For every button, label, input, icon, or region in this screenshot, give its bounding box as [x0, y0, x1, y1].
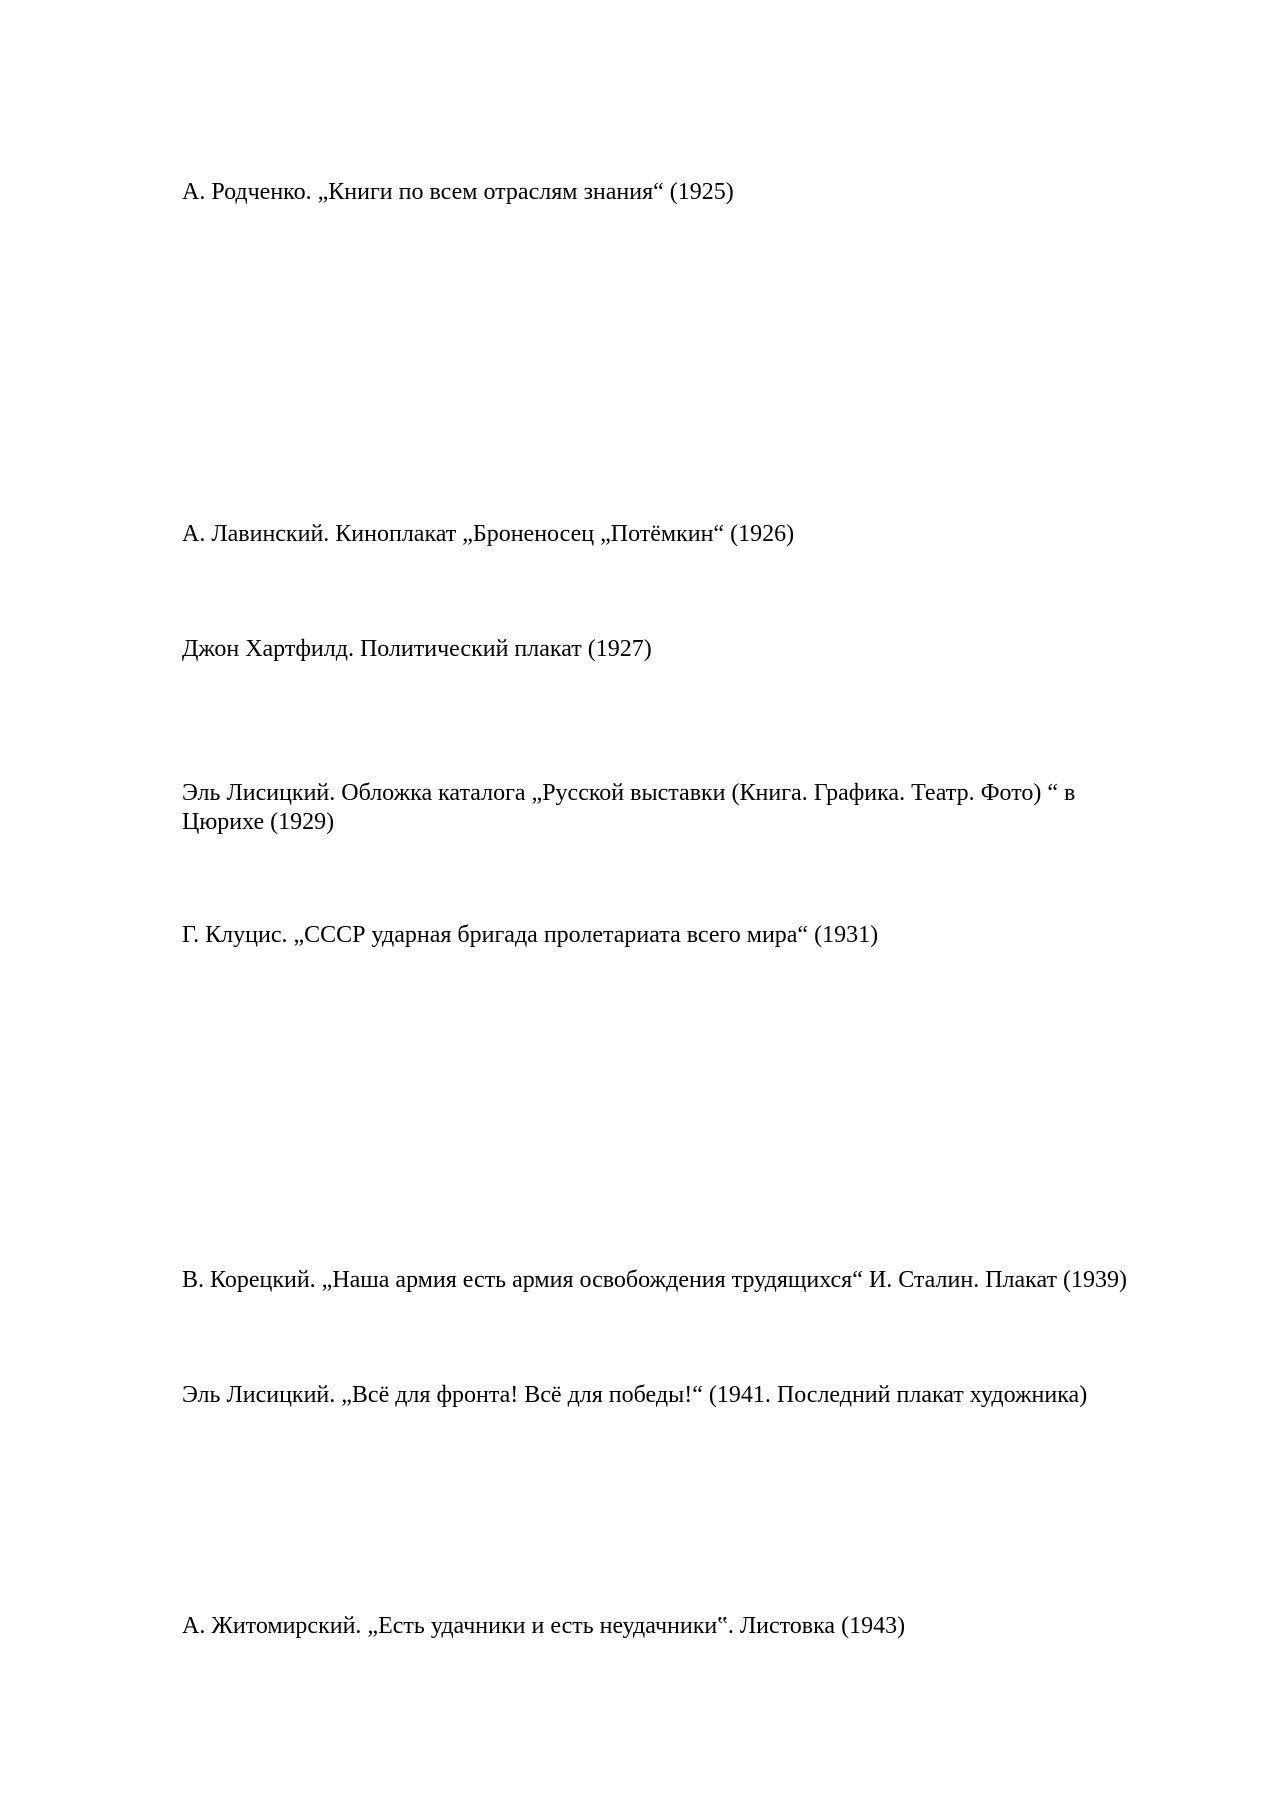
caption-heartfield-1927: Джон Хартфилд. Политический плакат (1927) — [182, 636, 652, 662]
caption-klutsis-1931: Г. Клуцис. „СССР ударная бригада пролетариата всего мира“ (1931) — [182, 922, 879, 948]
caption-lissitzky-1929: Эль Лисицкий. Обложка каталога „Русской выставки (Книга. Графика. Театр. Фото) “ в Цюрихе (1929) — [182, 780, 1076, 835]
caption-lissitzky-1941: Эль Лисицкий. „Всё для фронта! Всё для победы!“ (1941. Последний плакат художника) — [182, 1382, 1088, 1408]
caption-koretsky-1939: В. Корецкий. „Наша армия есть армия освобождения трудящихся“ И. Сталин. Плакат (1939) — [182, 1267, 1127, 1293]
caption-rodchenko-1925: А. Родченко. „Книги по всем отраслям знания“ (1925) — [182, 179, 734, 205]
caption-zhitomirsky-1943: А. Житомирский. „Есть удачники и есть неудачники‟. Листовка (1943) — [182, 1613, 906, 1639]
caption-lavinsky-1926: А. Лавинский. Киноплакат „Броненосец „Потёмкин“ (1926) — [182, 521, 795, 547]
